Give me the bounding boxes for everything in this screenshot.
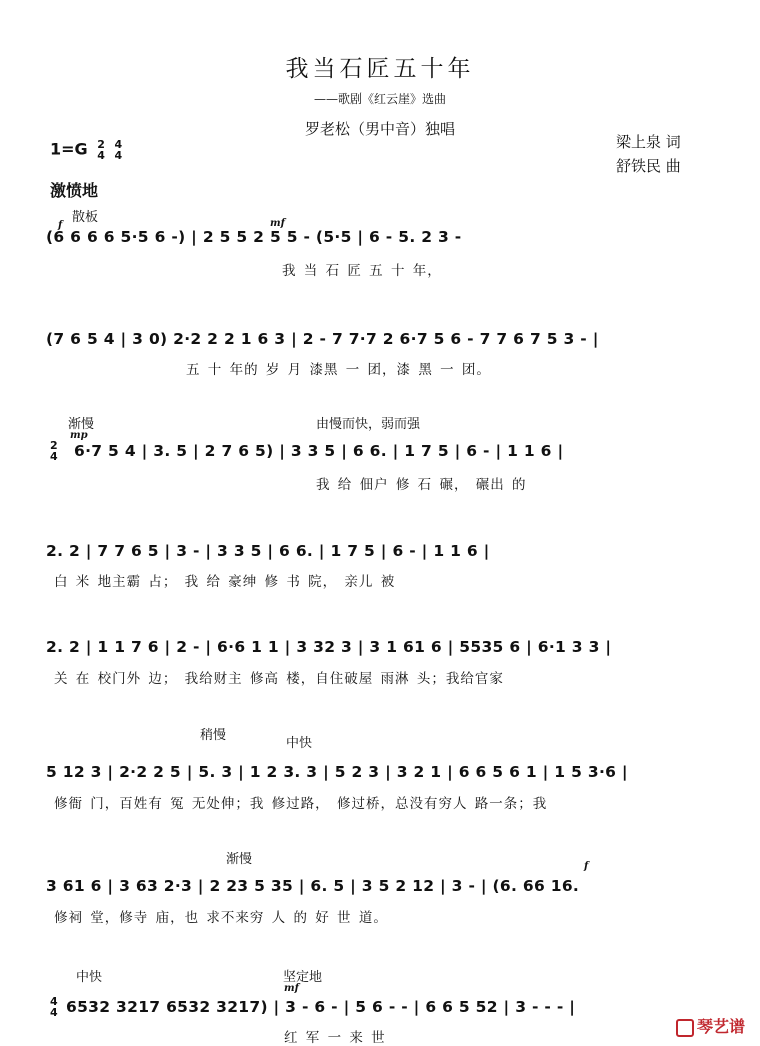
dynamic-marking: mf: [284, 983, 299, 994]
song-title: 我当石匠五十年: [285, 56, 475, 82]
lyrics-line: 修祠 堂，修寺 庙，也 求不来穷 人 的 好 世 道。: [54, 910, 388, 926]
tempo-marking: 渐慢: [226, 852, 253, 867]
lyrics-line: 我 给 佃户 修 石 碾， 碾出 的: [316, 477, 527, 493]
notation-line: 2. 2 | 7 7 6 5 | 3 - | 3 3 5 | 6 6. | 1 7 5 | 6 - | 1 1 6 |: [46, 542, 490, 560]
time-sig-den: 4: [97, 149, 105, 162]
notation-line: (6 6 6 6 5·5 6 -) | 2 5 5 2 5 5 - (5·5 | 6 - 5. 2 3 -: [46, 228, 462, 246]
logo-icon: [676, 1019, 694, 1037]
tempo-marking: 渐慢: [68, 417, 95, 432]
time-sig-den: 4: [50, 1006, 58, 1019]
tempo-marking: 坚定地: [283, 970, 323, 985]
tempo-marking: 中快: [286, 736, 313, 751]
lyrics-line: 我 当 石 匠 五 十 年，: [282, 263, 442, 279]
tempo-marking: 由慢而快，弱而强: [316, 417, 421, 432]
dynamic-marking: f: [58, 220, 63, 231]
lyrics-line: 五 十 年的 岁 月 漆黑 一 团，漆 黑 一 团。: [186, 362, 491, 378]
tempo-marking: 散板: [72, 210, 99, 225]
notation-line: 5 12 3 | 2·2 2 5 | 5. 3 | 1 2 3. 3 | 5 2 3 | 3 2 1 | 6 6 5 6 1 | 1 5 3·6 |: [46, 763, 628, 781]
singer-line: 罗老松（男中音）独唱: [304, 120, 455, 138]
notation-line: 6532 3217 6532 3217) | 3 - 6 - | 5 6 - - | 6 6 5 52 | 3 - - - |: [66, 998, 576, 1016]
time-sig-num: 4: [114, 138, 123, 151]
tempo-marking: 稍慢: [200, 728, 227, 743]
lyricist-credit: 梁上泉 词: [616, 133, 681, 151]
notation-line: 3 61 6 | 3 63 2·3 | 2 23 5 35 | 6. 5 | 3 5 2 12 | 3 - | (6. 66 16.: [46, 877, 580, 895]
dynamic-marking: mf: [270, 218, 285, 229]
time-signature-2-4: [50, 440, 58, 462]
watermark-logo: [676, 1014, 745, 1037]
mood-marking: 激愤地: [50, 181, 99, 200]
lyrics-line: 修衙 门，百姓有 冤 无处伸；我 修过路， 修过桥，总没有穷人 路一条；我: [54, 796, 548, 812]
song-subtitle: ——歌剧《红云崖》选曲: [313, 92, 446, 106]
time-signature-4-4: [50, 996, 58, 1018]
time-sig-num: 4: [50, 995, 58, 1008]
lyrics-line: 红 军 一 来 世: [284, 1030, 386, 1046]
time-sig-den: 4: [114, 149, 123, 162]
notation-line: 2. 2 | 1 1 7 6 | 2 - | 6·6 1 1 | 3 32 3 | 3 1 61 6 | 5535 6 | 6·1 3 3 |: [46, 638, 612, 656]
time-signature-4-4: [114, 139, 122, 161]
watermark-text: 琴艺谱: [697, 1017, 746, 1036]
lyrics-line: 关 在 校门外 边； 我给财主 修高 楼，自住破屋 雨淋 头；我给官家: [54, 671, 504, 687]
dynamic-marking: mp: [70, 430, 88, 441]
dynamic-marking: f: [584, 861, 589, 872]
time-signature-2-4: [97, 139, 105, 161]
time-sig-num: 2: [97, 138, 105, 151]
composer-credit: 舒铁民 曲: [616, 157, 681, 175]
key-signature: [50, 139, 122, 161]
notation-line: (7 6 5 4 | 3 0) 2·2 2 2 1 6 3 | 2 - 7 7·7 2 6·7 5 6 - 7 7 6 7 5 3 - |: [46, 330, 599, 348]
time-sig-den: 4: [50, 450, 58, 463]
notation-line: 6·7 5 4 | 3. 5 | 2 7 6 5) | 3 3 5 | 6 6. | 1 7 5 | 6 - | 1 1 6 |: [74, 442, 564, 460]
time-sig-num: 2: [50, 439, 58, 452]
tempo-marking: 中快: [76, 970, 103, 985]
key-label: 1=G: [50, 139, 88, 159]
lyrics-line: 白 米 地主霸 占； 我 给 豪绅 修 书 院， 亲儿 被: [54, 574, 396, 590]
